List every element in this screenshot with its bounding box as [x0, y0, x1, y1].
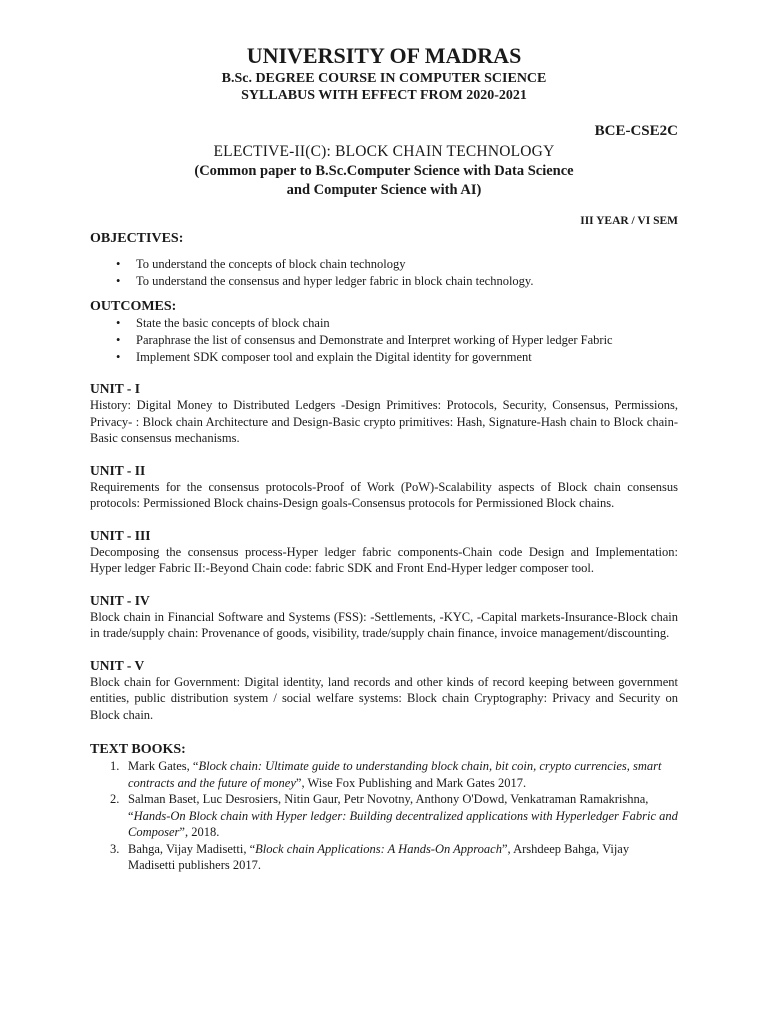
list-item: • To understand the consensus and hyper ledger fabric in block chain technology. — [116, 274, 534, 288]
outcomes-list — [90, 315, 678, 366]
unit-heading: UNIT - I — [90, 381, 141, 396]
list-item: • State the basic concepts of block chain — [116, 316, 330, 330]
year-semester: III YEAR / VI SEM — [580, 215, 678, 227]
bullet-icon: • — [116, 257, 121, 271]
list-item: • Paraphrase the list of consensus and Demonstrate and Interpret working of Hyper ledger Fabric — [116, 333, 613, 347]
syllabus-year: SYLLABUS WITH EFFECT FROM 2020-2021 — [241, 88, 527, 103]
bullet-icon: • — [116, 274, 121, 288]
unit-3 — [90, 528, 678, 577]
book-title: Block chain: Ultimate guide to understanding block chain, bit coin, crypto currencies, smart contracts and the future of money — [128, 759, 662, 790]
unit-text: Block chain in Financial Software and Systems (FSS): -Settlements, -KYC, -Capital markets-Insurance-Block chain in trade/supply chain: Provenance of goods, visibility, trade/supply chain finance, invoice management/discounting. — [90, 609, 678, 640]
text-books-section — [90, 741, 678, 874]
list-item: 1. Mark Gates, “Block chain: Ultimate guide to understanding block chain, bit coin, crypto currencies, smart contracts and the future of money”, Wise Fox Publishing and Mark Gates 2017. — [110, 759, 662, 790]
common-paper-line-2: and Computer Science with AI) — [286, 182, 482, 198]
book-number: 2. — [110, 792, 120, 806]
list-item: • To understand the concepts of block chain technology — [116, 257, 406, 271]
unit-heading: UNIT - V — [90, 657, 145, 673]
unit-2 — [90, 463, 678, 512]
unit-text: Requirements for the consensus protocols-Proof of Work (PoW)-Scalability aspects of Block chain consensus protocols: Permissioned Block chains-Design goals-Consensus protocols for Permissioned Block chains. — [90, 479, 678, 510]
book-number: 1. — [110, 759, 120, 773]
outcomes-heading: OUTCOMES: — [90, 299, 177, 314]
unit-1 — [90, 381, 678, 447]
unit-text: History: Digital Money to Distributed Ledgers -Design Primitives: Protocols, Security, Consensus, Permissions, Privacy- : Block chain Architecture and Design-Basic crypto primitives: Hash, Signature-Hash chain to Block chain-Basic consensus mechanisms. — [90, 398, 678, 445]
text-books-heading: TEXT BOOKS: — [90, 742, 186, 757]
bullet-icon: • — [116, 316, 121, 330]
book-title: Hands-On Block chain with Hyper ledger: Building decentralized applications with Hyperledger Fabric and Composer — [128, 808, 678, 839]
objectives-heading: OBJECTIVES: — [90, 231, 184, 246]
course-code: BCE-CSE2C — [594, 123, 678, 139]
course-title: B.Sc. DEGREE COURSE IN COMPUTER SCIENCE — [221, 71, 547, 86]
unit-heading: UNIT - II — [90, 462, 146, 478]
objectives-list — [90, 256, 678, 290]
unit-heading: UNIT - III — [90, 527, 151, 543]
unit-4 — [90, 593, 678, 642]
outcomes-section — [90, 298, 678, 366]
book-number: 3. — [110, 841, 120, 856]
elective-title: ELECTIVE-II(C): BLOCK CHAIN TECHNOLOGY — [213, 143, 555, 160]
bullet-icon: • — [116, 333, 121, 347]
unit-5 — [90, 658, 678, 724]
book-title: Block chain Applications: A Hands-On Approach — [255, 841, 502, 856]
list-item: • Implement SDK composer tool and explain the Digital identity for government — [116, 350, 532, 364]
unit-heading: UNIT - IV — [90, 592, 150, 608]
syllabus-page — [90, 42, 678, 874]
unit-text: Decomposing the consensus process-Hyper ledger fabric components-Chain code Design and Implementation: Hyper ledger Fabric II:-Beyond Chain code: fabric SDK and Front End-Hyper ledger composer tool. — [90, 544, 678, 575]
university-title: UNIVERSITY OF MADRAS — [246, 43, 522, 68]
common-paper-line-1: (Common paper to B.Sc.Computer Science with Data Science — [194, 163, 574, 179]
text-books-list — [90, 758, 678, 874]
list-item: 2. Salman Baset, Luc Desrosiers, Nitin Gaur, Petr Novotny, Anthony O'Dowd, Venkatraman Ramakrishna, “Hands-On Block chain with Hyper ledger: Building decentralized applications with Hyperledger Fabric and Composer”, 2018. — [110, 792, 678, 839]
bullet-icon: • — [116, 350, 121, 364]
list-item: 3. Bahga, Vijay Madisetti, “Block chain Applications: A Hands-On Approach”, Arshdeep Bahga, Vijay Madisetti publishers 2017. — [110, 841, 630, 872]
objectives-section — [90, 230, 678, 290]
unit-text: Block chain for Government: Digital identity, land records and other kinds of record keeping between government entities, public distribution system / social welfare systems: Block chain Cryptography: Privacy and Security on Block chain. — [90, 674, 678, 722]
